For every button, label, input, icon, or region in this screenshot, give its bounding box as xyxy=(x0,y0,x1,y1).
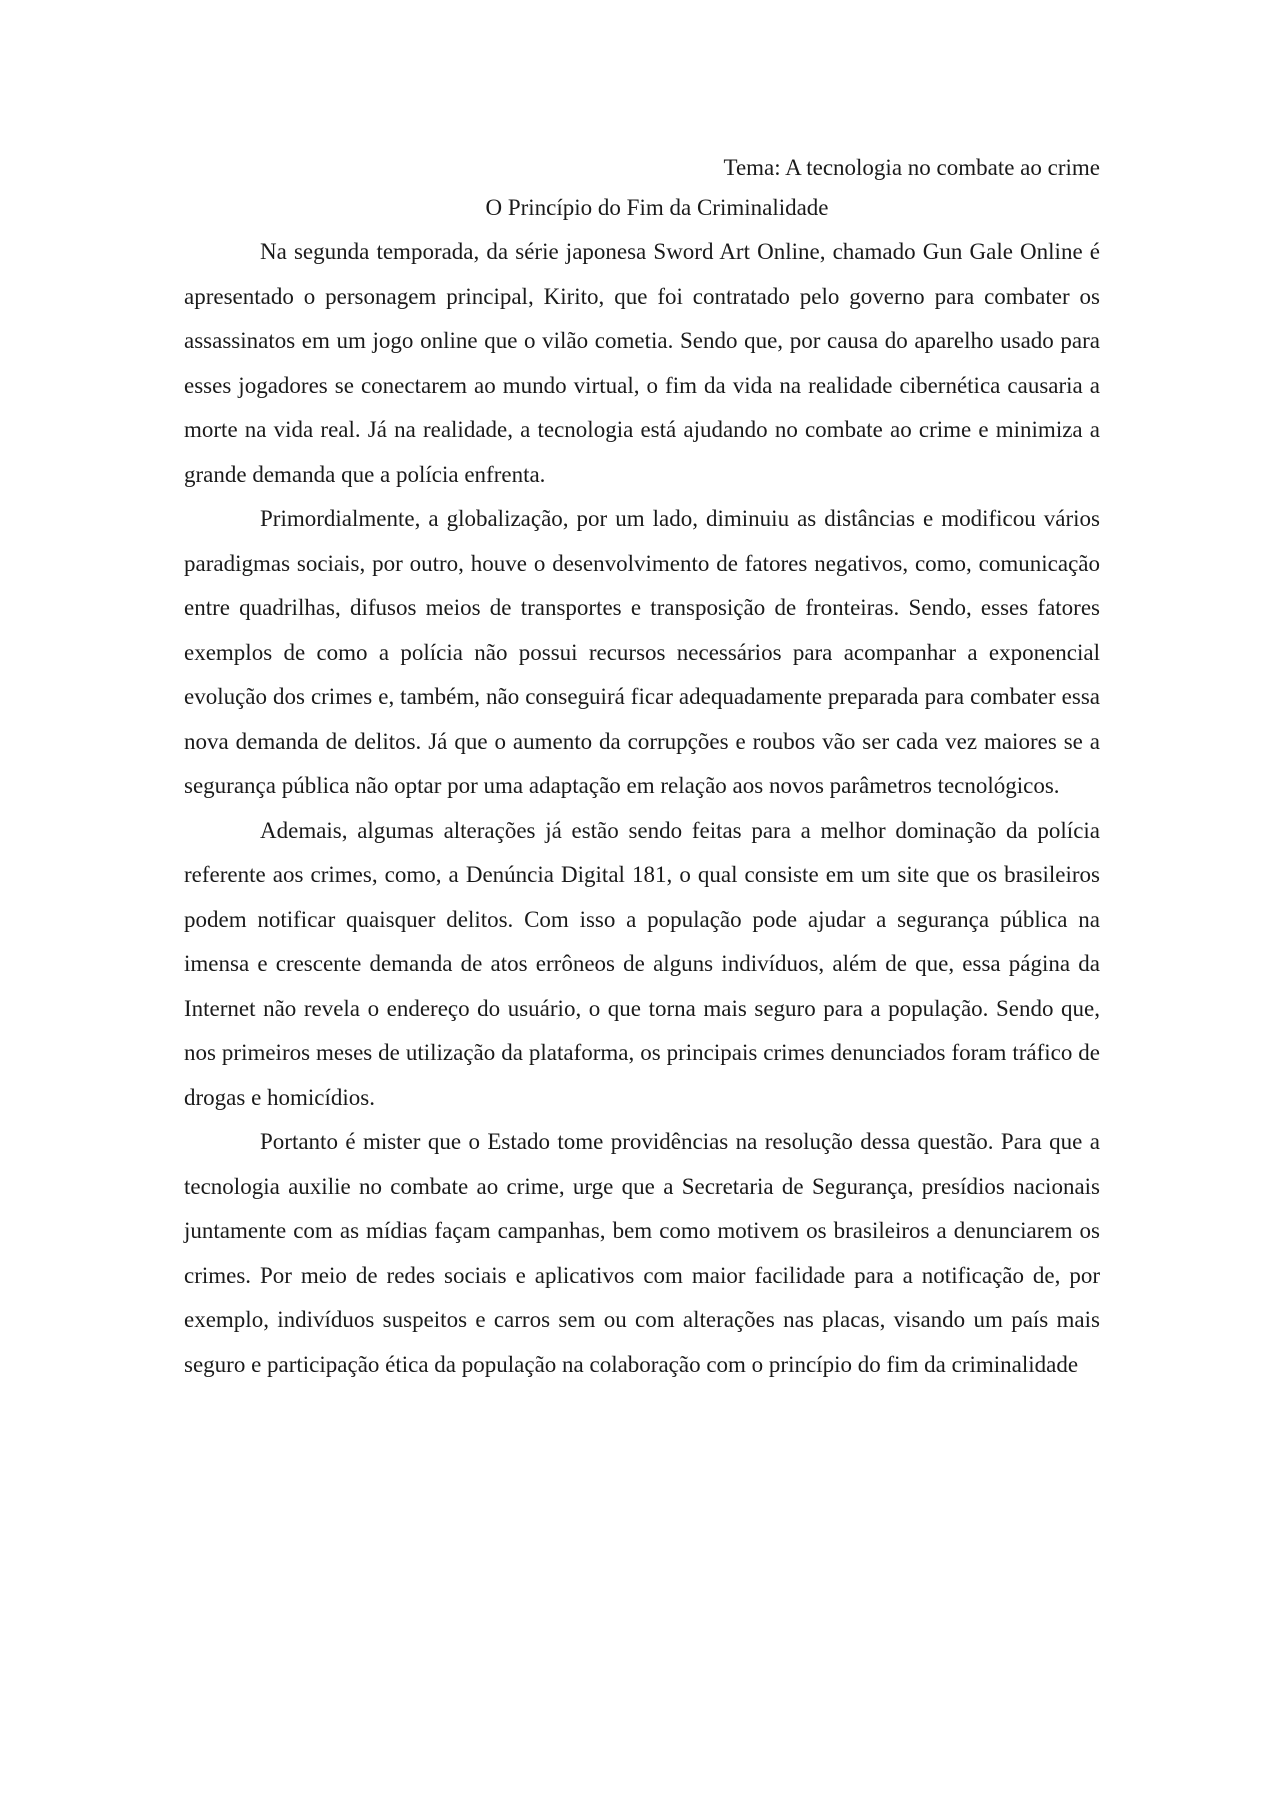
essay-body xyxy=(184,150,1100,1387)
paragraph-conclusion: Portanto é mister que o Estado tome providências na resolução dessa questão. Para que a tecnologia auxilie no combate ao crime, urge que a Secretaria de Segurança, presídios nacionais juntamente com as mídias façam campanhas, bem como motivem os brasileiros a denunciarem os crimes. Por meio de redes sociais e aplicativos com maior facilidade para a notificação de, por exemplo, indivíduos suspeitos e carros sem ou com alterações nas placas, visando um país mais seguro e participação ética da população na colaboração com o princípio do fim da criminalidade xyxy=(184,1129,1100,1377)
paragraph-introduction: Na segunda temporada, da série japonesa Sword Art Online, chamado Gun Gale Online é apresentado o personagem principal, Kirito, que foi contratado pelo governo para combater os assassinatos em um jogo online que o vilão cometia. Sendo que, por causa do aparelho usado para esses jogadores se conectarem ao mundo virtual, o fim da vida na realidade cibernética causaria a morte na vida real. Já na realidade, a tecnologia está ajudando no combate ao crime e minimiza a grande demanda que a polícia enfrenta. xyxy=(184,239,1100,487)
essay-theme: Tema: A tecnologia no combate ao crime xyxy=(723,155,1100,180)
paragraph-development-1: Primordialmente, a globalização, por um lado, diminuiu as distâncias e modificou vários paradigmas sociais, por outro, houve o desenvolvimento de fatores negativos, como, comunicação entre quadrilhas, difusos meios de transportes e transposição de fronteiras. Sendo, esses fatores exemplos de como a polícia não possui recursos necessários para acompanhar a exponencial evolução dos crimes e, também, não conseguirá ficar adequadamente preparada para combater essa nova demanda de delitos. Já que o aumento da corrupções e roubos vão ser cada vez maiores se a segurança pública não optar por uma adaptação em relação aos novos parâmetros tecnológicos. xyxy=(184,506,1100,798)
paragraph-development-2: Ademais, algumas alterações já estão sendo feitas para a melhor dominação da polícia referente aos crimes, como, a Denúncia Digital 181, o qual consiste em um site que os brasileiros podem notificar quaisquer delitos. Com isso a população pode ajudar a segurança pública na imensa e crescente demanda de atos errôneos de alguns indivíduos, além de que, essa página da Internet não revela o endereço do usuário, o que torna mais seguro para a população. Sendo que, nos primeiros meses de utilização da plataforma, os principais crimes denunciados foram tráfico de drogas e homicídios. xyxy=(184,817,1100,1110)
essay-title: O Princípio do Fim da Criminalidade xyxy=(485,195,829,220)
